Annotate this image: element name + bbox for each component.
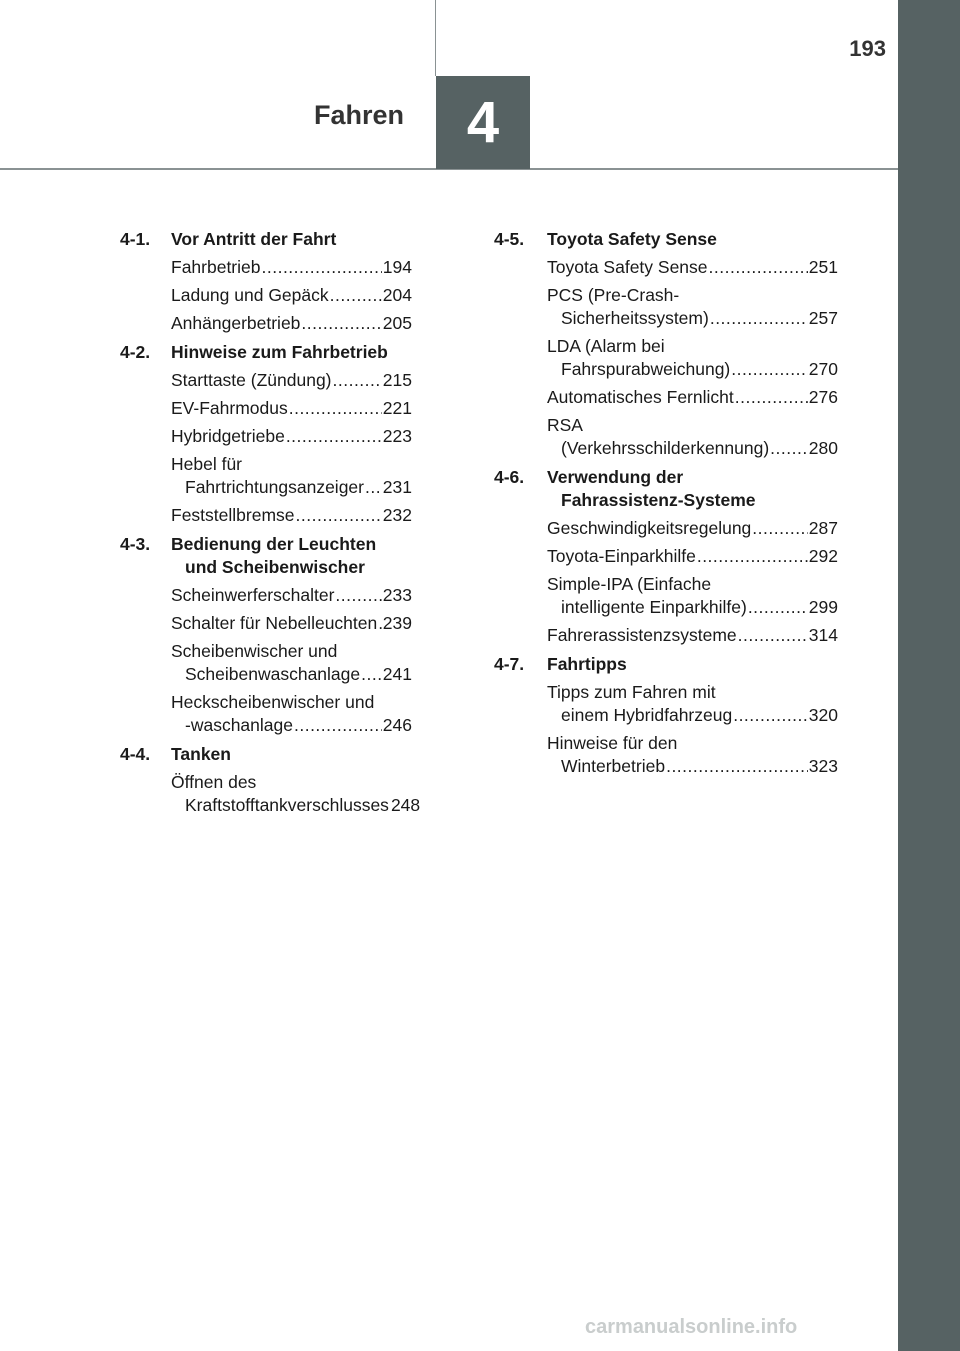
entry-label: Anhängerbetrieb <box>171 313 301 333</box>
header-divider <box>435 0 436 76</box>
dot-leader <box>335 584 381 607</box>
section-number: 4-4. <box>120 744 151 764</box>
entry-page: 215 <box>382 370 412 390</box>
dot-leader <box>286 425 382 448</box>
entry-label: Toyota-Einparkhilfe <box>547 546 696 566</box>
watermark: carmanualsonline.info <box>585 1316 798 1338</box>
dot-leader <box>697 545 808 568</box>
toc-entry[interactable] <box>120 284 412 307</box>
toc-entry[interactable] <box>494 414 838 460</box>
section-heading[interactable] <box>494 653 838 676</box>
entry-label: Winterbetrieb <box>561 756 666 776</box>
entry-label: RSA <box>547 415 583 435</box>
entry-label: Ladung und Gepäck <box>171 285 329 305</box>
toc-entry[interactable] <box>494 732 838 778</box>
dot-leader <box>330 284 382 307</box>
dot-leader <box>710 307 808 330</box>
section-heading[interactable] <box>120 228 412 251</box>
section-title: Toyota Safety Sense <box>547 229 717 249</box>
entry-label: intelligente Einparkhilfe) <box>561 597 747 617</box>
entry-page: 280 <box>808 438 838 458</box>
entry-page: 241 <box>382 664 412 684</box>
toc-entry[interactable] <box>120 771 421 817</box>
entry-label: Kraftstofftankverschlusses <box>185 795 389 815</box>
toc-entry[interactable] <box>494 335 838 381</box>
entry-page: 246 <box>382 715 412 735</box>
entry-page: 248 <box>390 795 421 815</box>
toc-entry[interactable] <box>120 584 412 607</box>
dot-leader <box>294 714 382 737</box>
entry-page: 292 <box>808 546 838 566</box>
section-title: Tanken <box>171 744 231 764</box>
toc-entry[interactable] <box>120 640 412 686</box>
toc-section <box>494 653 838 778</box>
toc-entry[interactable] <box>494 681 838 727</box>
toc-entry[interactable] <box>120 425 412 448</box>
entry-page: 323 <box>808 756 838 776</box>
entry-page: 257 <box>808 308 838 328</box>
entry-label: Tipps zum Fahren mit <box>547 682 716 702</box>
entry-label: Fahrbetrieb <box>171 257 261 277</box>
entry-label: Feststellbremse <box>171 505 295 525</box>
entry-page: 221 <box>382 398 412 418</box>
dot-leader <box>296 504 382 527</box>
toc-entry[interactable] <box>120 312 412 335</box>
entry-label: Geschwindigkeitsregelung <box>547 518 752 538</box>
entry-label: Automatisches Fernlicht <box>547 387 734 407</box>
section-number: 4-7. <box>494 654 525 674</box>
entry-label: Sicherheitssystem) <box>561 308 709 328</box>
entry-page: 204 <box>382 285 412 305</box>
toc-entry[interactable] <box>494 386 838 409</box>
dot-leader <box>738 624 808 647</box>
dot-leader <box>378 612 382 635</box>
entry-page: 270 <box>808 359 838 379</box>
dot-leader <box>333 369 382 392</box>
entry-label: Fahrerassistenzsysteme <box>547 625 737 645</box>
section-heading[interactable] <box>494 466 838 512</box>
dot-leader <box>262 256 382 279</box>
toc-entry[interactable] <box>120 453 412 499</box>
dot-leader <box>709 256 808 279</box>
toc-entry[interactable] <box>494 256 838 279</box>
entry-page: 276 <box>808 387 838 407</box>
entry-label: Fahrspurabweichung) <box>561 359 731 379</box>
toc-entry[interactable] <box>120 612 412 635</box>
toc-entry[interactable] <box>494 573 838 619</box>
chapter-number: 4 <box>466 90 500 155</box>
entry-label: Hebel für <box>171 454 243 474</box>
page-number: 193 <box>849 36 886 61</box>
entry-label: Fahrtrichtungsanzeiger <box>185 477 364 497</box>
dot-leader <box>301 312 381 335</box>
dot-leader <box>752 517 808 540</box>
dot-leader <box>365 476 382 499</box>
entry-page: 223 <box>382 426 412 446</box>
entry-page: 194 <box>382 257 412 277</box>
entry-page: 320 <box>808 705 838 725</box>
entry-label: EV-Fahrmodus <box>171 398 288 418</box>
entry-page: 232 <box>382 505 412 525</box>
section-title: und Scheibenwischer <box>185 557 365 577</box>
toc-entry[interactable] <box>120 504 412 527</box>
entry-page: 299 <box>808 597 838 617</box>
chapter-title: Fahren <box>313 100 404 130</box>
entry-label: Scheinwerferschalter <box>171 585 335 605</box>
toc-section <box>494 466 838 647</box>
toc-section <box>120 743 421 817</box>
dot-leader <box>770 437 808 460</box>
toc-entry[interactable] <box>120 397 412 420</box>
section-heading[interactable] <box>120 743 412 766</box>
toc-entry[interactable] <box>494 624 838 647</box>
entry-page: 233 <box>382 585 412 605</box>
entry-label: Scheibenwaschanlage <box>185 664 361 684</box>
entry-label: Hybridgetriebe <box>171 426 285 446</box>
entry-label: Toyota Safety Sense <box>547 257 708 277</box>
section-number: 4-2. <box>120 342 151 362</box>
entry-label: Starttaste (Zündung) <box>171 370 332 390</box>
toc-entry[interactable] <box>120 369 412 392</box>
entry-page: 205 <box>382 313 412 333</box>
dot-leader <box>735 386 808 409</box>
toc-section <box>494 228 838 460</box>
dot-leader <box>361 663 382 686</box>
entry-page: 231 <box>382 477 412 497</box>
entry-label: -waschanlage <box>185 715 293 735</box>
entry-label: (Verkehrsschilderkennung) <box>561 438 770 458</box>
section-number: 4-6. <box>494 467 525 487</box>
toc-entry[interactable] <box>494 284 838 330</box>
section-number: 4-1. <box>120 229 151 249</box>
dot-leader <box>748 596 808 619</box>
toc-section <box>120 228 412 335</box>
toc-entry[interactable] <box>494 545 838 568</box>
dot-leader <box>733 704 808 727</box>
section-title: Fahrtipps <box>547 654 627 674</box>
toc-column-right <box>494 228 838 784</box>
entry-label: PCS (Pre-Crash- <box>547 285 680 305</box>
section-heading[interactable] <box>494 228 838 251</box>
section-title: Verwendung der <box>547 467 684 487</box>
entry-label: Simple-IPA (Einfache <box>547 574 712 594</box>
entry-label: einem Hybridfahrzeug <box>561 705 733 725</box>
entry-page: 314 <box>808 625 838 645</box>
section-number: 4-5. <box>494 229 525 249</box>
toc-entry[interactable] <box>120 691 412 737</box>
entry-page: 239 <box>382 613 412 633</box>
section-title: Bedienung der Leuchten <box>171 534 377 554</box>
entry-label: Heckscheibenwischer und <box>171 692 375 712</box>
entry-label: Schalter für Nebelleuchten <box>171 613 378 633</box>
toc-entry[interactable] <box>494 517 838 540</box>
chapter-side-tab <box>898 0 960 1351</box>
section-title: Fahrassistenz-Systeme <box>561 490 756 510</box>
entry-page: 287 <box>808 518 838 538</box>
entry-label: Scheibenwischer und <box>171 641 338 661</box>
dot-leader <box>731 358 808 381</box>
section-heading[interactable] <box>120 341 412 364</box>
entry-label: Öffnen des <box>171 772 257 792</box>
entry-label: Hinweise für den <box>547 733 678 753</box>
toc-section <box>120 533 412 737</box>
entry-label: LDA (Alarm bei <box>547 336 665 356</box>
toc-entry[interactable] <box>120 256 412 279</box>
section-title: Hinweise zum Fahrbetrieb <box>171 342 388 362</box>
section-heading[interactable] <box>120 533 412 579</box>
chapter-number-box <box>436 76 530 169</box>
dot-leader <box>666 755 808 778</box>
section-title: Vor Antritt der Fahrt <box>171 229 337 249</box>
toc-section <box>120 341 412 527</box>
entry-page: 251 <box>808 257 838 277</box>
section-number: 4-3. <box>120 534 151 554</box>
toc-column-left <box>120 228 421 823</box>
dot-leader <box>289 397 382 420</box>
